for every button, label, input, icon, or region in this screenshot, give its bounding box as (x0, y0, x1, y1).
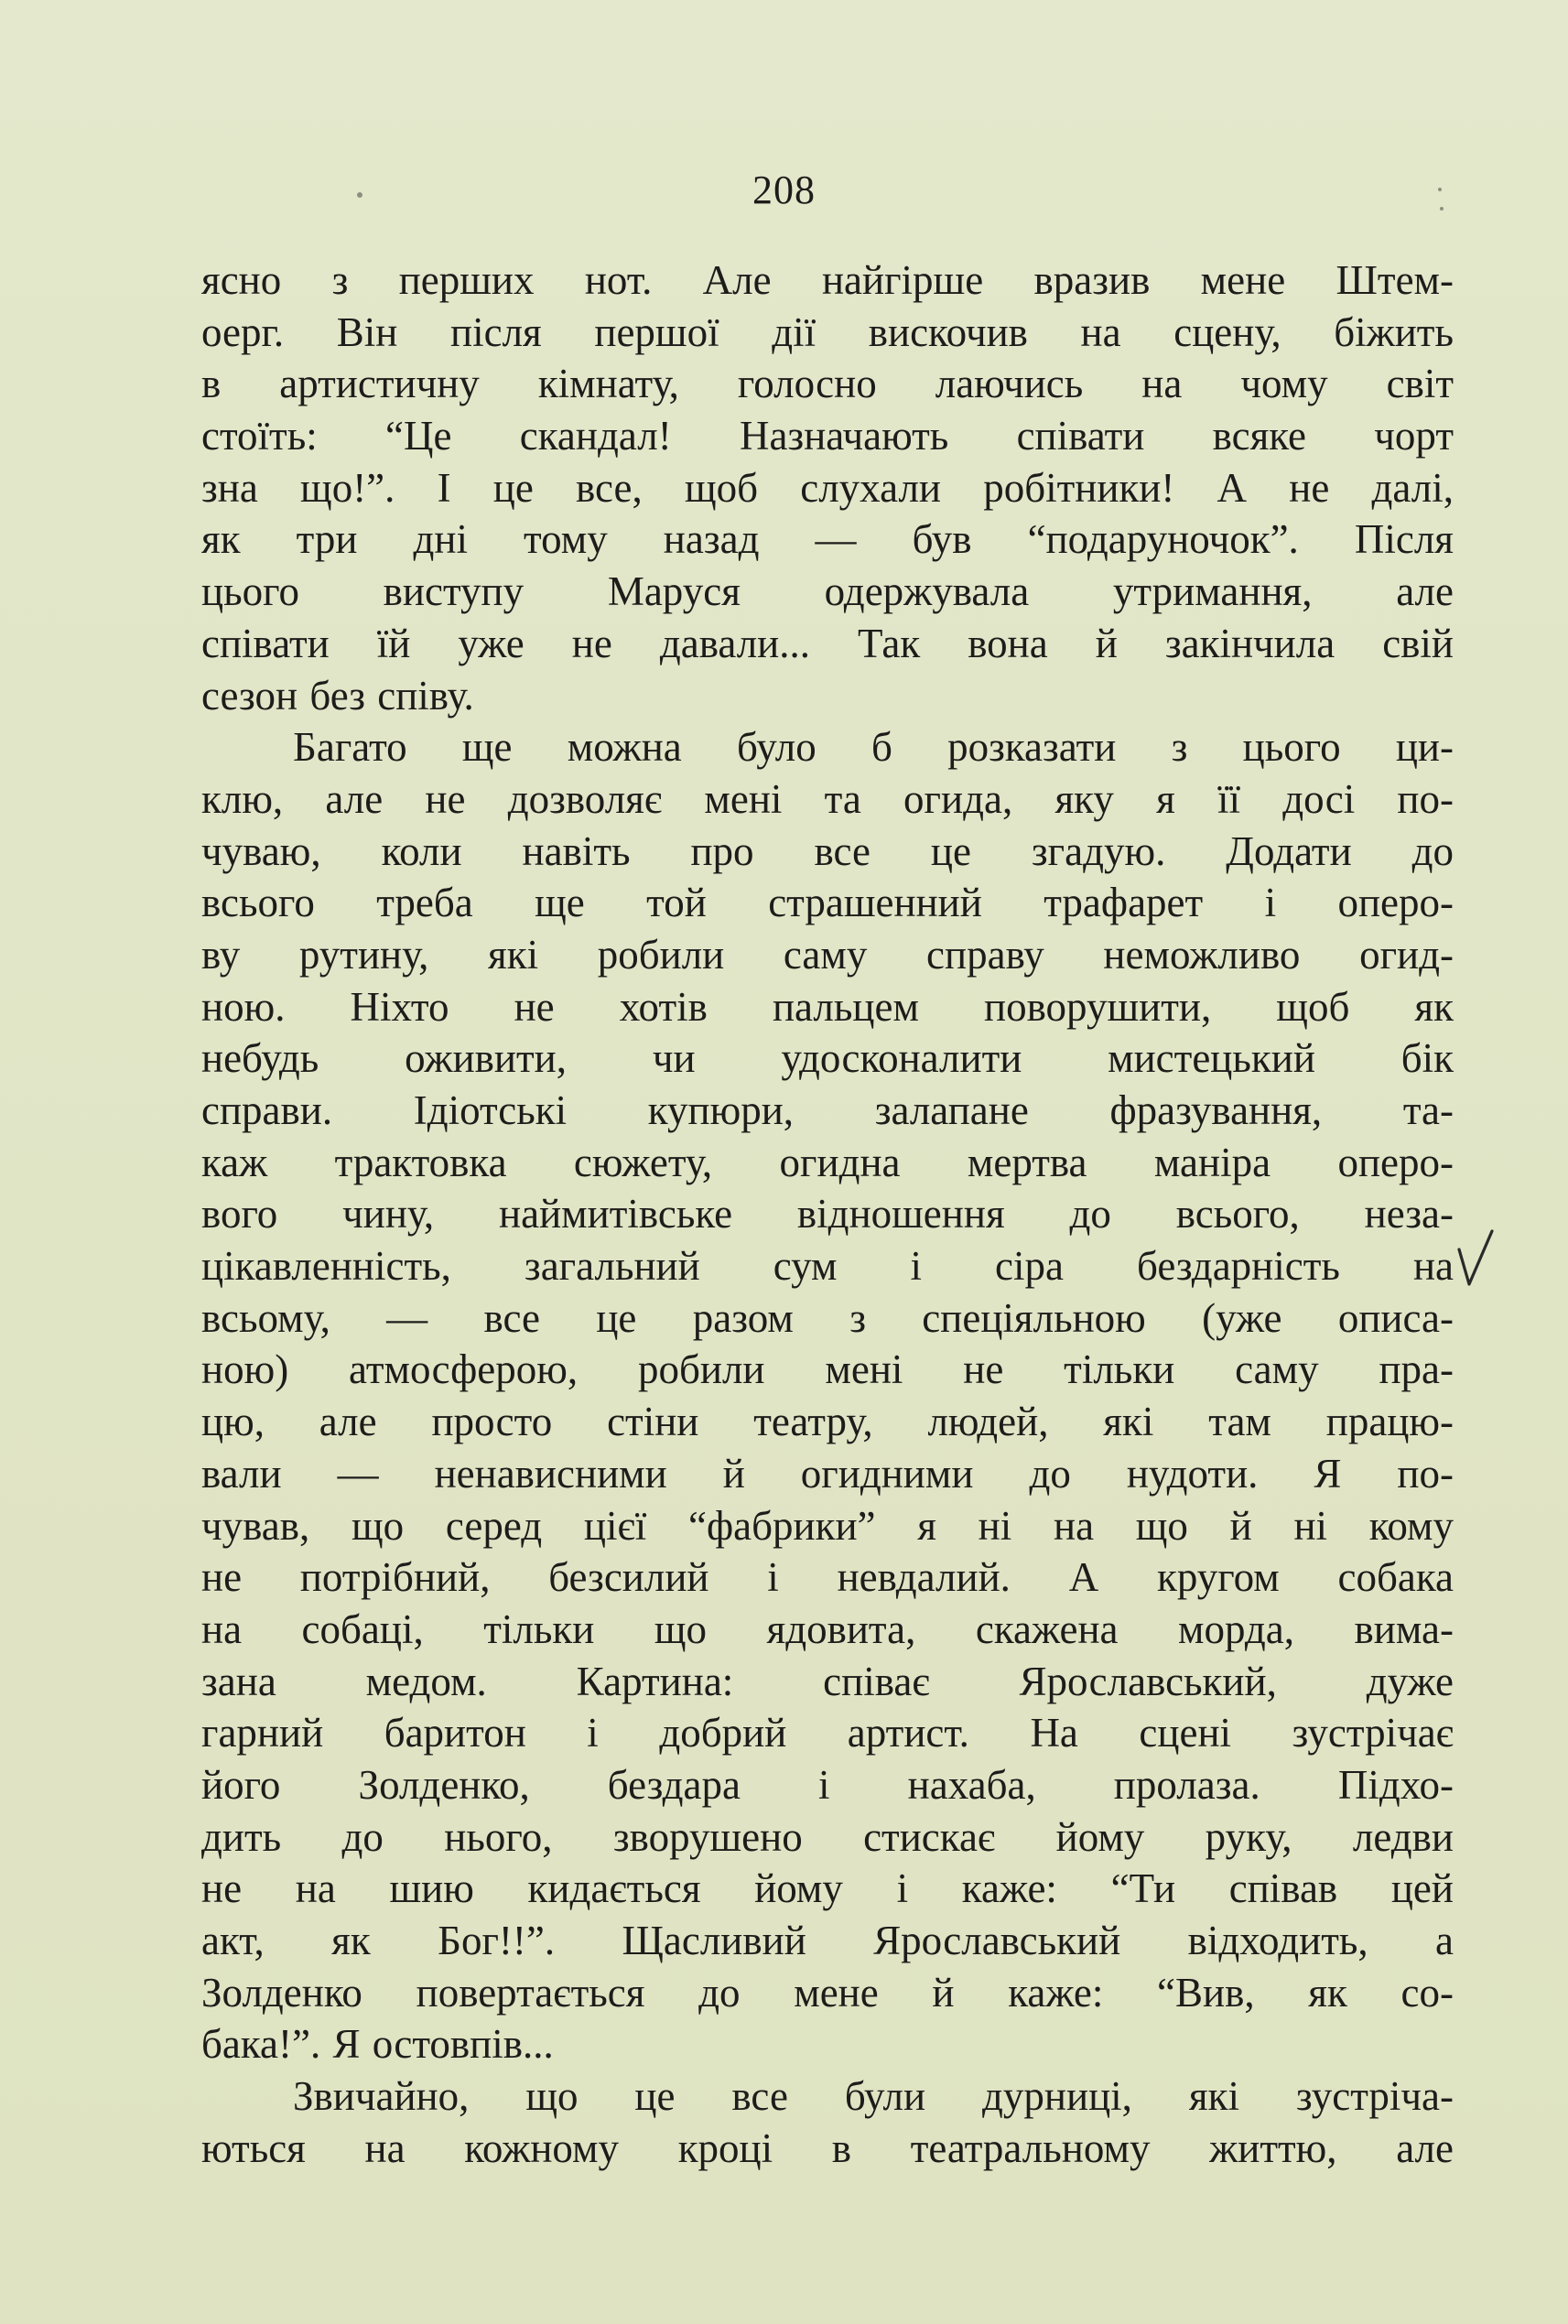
text-line: акт, як Бог!!”. Щасливий Ярославський відходить, а (201, 1918, 1454, 1963)
text-line: ною. Ніхто не хотів пальцем поворушити, щоб як (201, 983, 1454, 1030)
text-line: ясно з перших нот. Але найгірше вразив мене Штем- (201, 257, 1454, 303)
text-line: не потрібний, безсилий і невдалий. А кругом собака (201, 1554, 1454, 1601)
text-line: цього виступу Маруся одержувала утримання, але (201, 568, 1454, 615)
text-line: ються на кожному кроці в театральному життю, але (201, 2124, 1454, 2171)
text-line: його Золденко, бездара і нахаба, пролаза. Підхо- (201, 1761, 1454, 1808)
text-line: чуваю, коли навіть про все це згадую. Додати до (201, 827, 1454, 874)
text-line: співати їй уже не давали... Так вона й закінчила свій (201, 620, 1454, 666)
page-text (201, 254, 1454, 2174)
text-line: Багато ще можна було б розказати з цього ци- (293, 724, 1454, 771)
page-number: 208 (752, 168, 816, 212)
text-line: клю, але не дозволяє мені та огида, яку я її досі по- (201, 775, 1454, 822)
text-line: бака!”. Я остовпів... (201, 2021, 554, 2068)
text-line: гарний баритон і добрий артист. На сцені зустрічає (201, 1710, 1454, 1757)
text-line: вали — ненависними й огидними до нудоти. Я по- (201, 1450, 1454, 1497)
text-line: в артистичну кімнату, голосно лаючись на чому світ (201, 361, 1454, 407)
text-line: справи. Ідіотські купюри, залапане фразування, та- (201, 1087, 1454, 1133)
text-line: на собаці, тільки що ядовита, скажена морда, вима- (201, 1605, 1454, 1652)
text-line: дить до нього, зворушено стискає йому руку, ледви (201, 1813, 1454, 1860)
text-line: цікавленність, загальний сум і сіра бездарність на (201, 1243, 1454, 1290)
text-line: чував, що серед цієї “фабрики” я ні на що й ні кому (201, 1502, 1454, 1549)
text-line: вого чину, наймитівське відношення до всього, неза- (201, 1191, 1454, 1238)
text-line: зна що!”. І це все, щоб слухали робітники! А не далі, (201, 464, 1454, 511)
text-line: ву рутину, які робили саму справу неможливо огид- (201, 931, 1454, 978)
text-line: Золденко повертається до мене й каже: “Вив, як со- (201, 1969, 1454, 2016)
text-line: всьому, — все це разом з спеціяльною (уже описа- (201, 1294, 1454, 1341)
text-line: небудь оживити, чи удосконалити мистецький бік (201, 1035, 1454, 1082)
text-line: стоїть: “Це скандал! Назначають співати всяке чорт (201, 413, 1454, 459)
text-line: оерг. Він після першої дії вискочив на сцену, біжить (201, 308, 1454, 355)
text-line: ною) атмосферою, робили мені не тільки саму пра- (201, 1346, 1454, 1393)
text-line: зана медом. Картина: співає Ярославський, дуже (201, 1658, 1454, 1704)
text-line: каж трактовка сюжету, огидна мертва маніра оперо- (201, 1139, 1454, 1185)
text-line: сезон без співу. (201, 672, 474, 719)
text-line: як три дні тому назад — був “подаруночок”. Після (201, 516, 1454, 563)
text-line: всього треба ще той страшенний трафарет і оперо- (201, 880, 1454, 926)
text-line: цю, але просто стіни театру, людей, які там працю- (201, 1399, 1454, 1445)
text-line: не на шию кидається йому і каже: “Ти співав цей (201, 1865, 1454, 1912)
text-line: Звичайно, що це все були дурниці, які зустріча- (293, 2073, 1454, 2120)
handwritten-check-mark-icon (1457, 1229, 1494, 1290)
